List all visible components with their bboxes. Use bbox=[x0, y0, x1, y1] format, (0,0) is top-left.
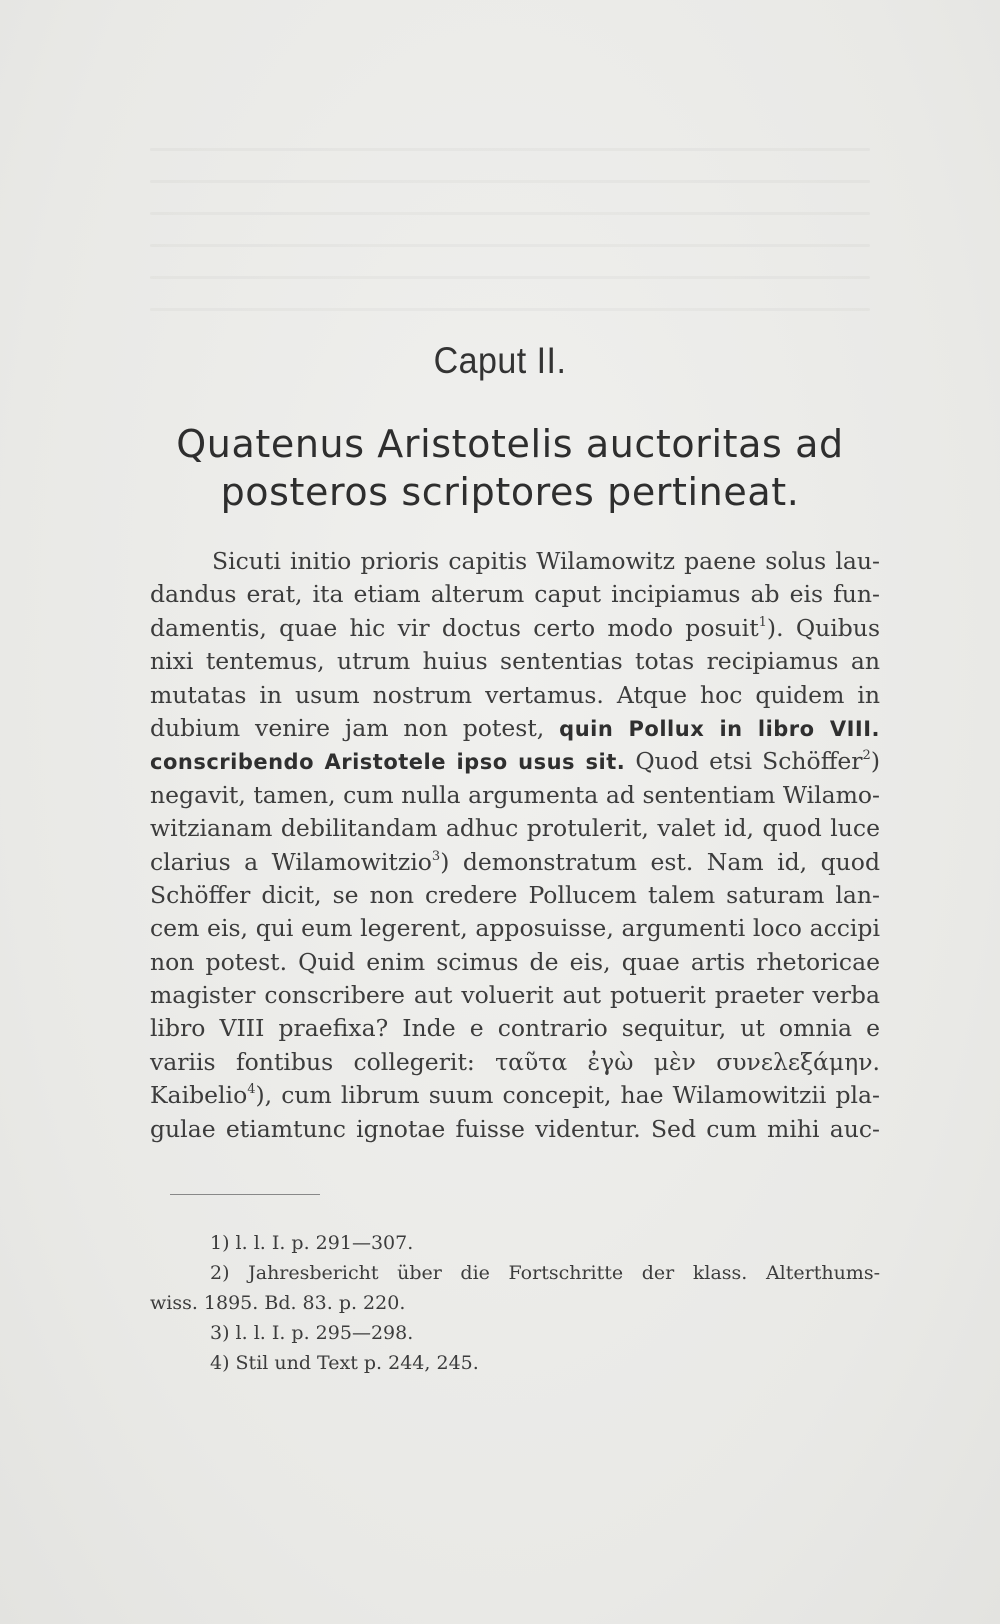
text-line: libro VIII praefixa? Inde e contrario sequitur, ut omnia e bbox=[150, 1014, 880, 1043]
text-line bbox=[150, 712, 880, 745]
text-line bbox=[150, 612, 880, 645]
footnote-divider bbox=[170, 1194, 320, 1195]
text-line: witzianam debilitandam adhuc protulerit, valet id, quod luce bbox=[150, 814, 880, 843]
chapter-title-line-1: Quatenus Aristotelis auctoritas ad bbox=[176, 422, 844, 466]
text-line: magister conscribere aut voluerit aut potuerit praeter verba bbox=[150, 981, 880, 1010]
footnote-ref: 2 bbox=[862, 748, 871, 764]
text-segment: Quod etsi Schöffer bbox=[625, 747, 863, 776]
show-through-line bbox=[150, 212, 870, 215]
text-segment: Kaibelio bbox=[150, 1081, 248, 1110]
text-line bbox=[150, 1079, 880, 1112]
emphasized-text: quin Pollux in libro VIII. bbox=[559, 716, 880, 741]
chapter-number: Caput II. bbox=[433, 340, 567, 381]
chapter-title-line-2: posteros scriptores pertineat. bbox=[220, 470, 800, 514]
text-segment: ). Quibus bbox=[766, 613, 880, 642]
text-segment: ) bbox=[870, 747, 880, 776]
footnote-4: 4) Stil und Text p. 244, 245. bbox=[210, 1352, 479, 1374]
text-line bbox=[150, 1046, 880, 1079]
text-segment: dubium venire jam non potest, bbox=[150, 713, 560, 742]
text-segment: clarius a Wilamowitzio bbox=[150, 847, 432, 876]
show-through-line bbox=[150, 180, 870, 183]
text-line: dandus erat, ita etiam alterum caput incipiamus ab eis fun- bbox=[150, 580, 880, 609]
text-line bbox=[150, 745, 880, 778]
text-line: mutatas in usum nostrum vertamus. Atque hoc quidem in bbox=[150, 680, 880, 709]
footnote-1: 1) l. l. I. p. 291—307. bbox=[210, 1232, 414, 1254]
text-line: gulae etiamtunc ignotae fuisse videntur. Sed cum mihi auc- bbox=[150, 1114, 880, 1143]
text-line: Schöffer dicit, se non credere Pollucem talem saturam lan- bbox=[150, 880, 880, 909]
greek-quote: ταῦτα ἐγὼ μὲν συνελεξάμην. bbox=[495, 1047, 880, 1076]
main-paragraph bbox=[150, 545, 880, 1146]
footnote-ref: 1 bbox=[758, 614, 767, 630]
footnote-ref: 4 bbox=[247, 1082, 256, 1098]
text-segment: ) demonstratum est. Nam id, quod bbox=[440, 847, 880, 876]
footnotes bbox=[150, 1228, 880, 1378]
text-line: negavit, tamen, cum nulla argumenta ad sententiam Wilamo- bbox=[150, 780, 880, 809]
text-line: nixi tentemus, utrum huius sententias totas recipiamus an bbox=[150, 647, 880, 676]
show-through-line bbox=[150, 308, 870, 311]
text-line: cem eis, qui eum legerent, apposuisse, argumenti loco accipi bbox=[150, 914, 880, 943]
text-segment: damentis, quae hic vir doctus certo modo posuit bbox=[150, 613, 759, 642]
footnote-3: 3) l. l. I. p. 295—298. bbox=[210, 1322, 414, 1344]
show-through-line bbox=[150, 244, 870, 247]
chapter-title bbox=[130, 420, 890, 516]
emphasized-text: conscribendo Aristotele ipso usus sit. bbox=[150, 750, 626, 775]
show-through-line bbox=[150, 276, 870, 279]
text-line: Sicuti initio prioris capitis Wilamowitz paene solus lau- bbox=[212, 547, 880, 575]
show-through-line bbox=[150, 148, 870, 151]
footnote-ref: 3 bbox=[431, 848, 441, 864]
text-line bbox=[150, 846, 880, 879]
footnote-2: 2) Jahresbericht über die Fortschritte der klass. Alterthums- bbox=[210, 1262, 880, 1284]
text-segment: variis fontibus collegerit: bbox=[150, 1047, 496, 1076]
text-line: non potest. Quid enim scimus de eis, quae artis rhetoricae bbox=[150, 947, 880, 976]
footnote-2-continued: wiss. 1895. Bd. 83. p. 220. bbox=[150, 1292, 406, 1314]
text-segment: ), cum librum suum concepit, hae Wilamowitzii pla- bbox=[255, 1081, 880, 1110]
